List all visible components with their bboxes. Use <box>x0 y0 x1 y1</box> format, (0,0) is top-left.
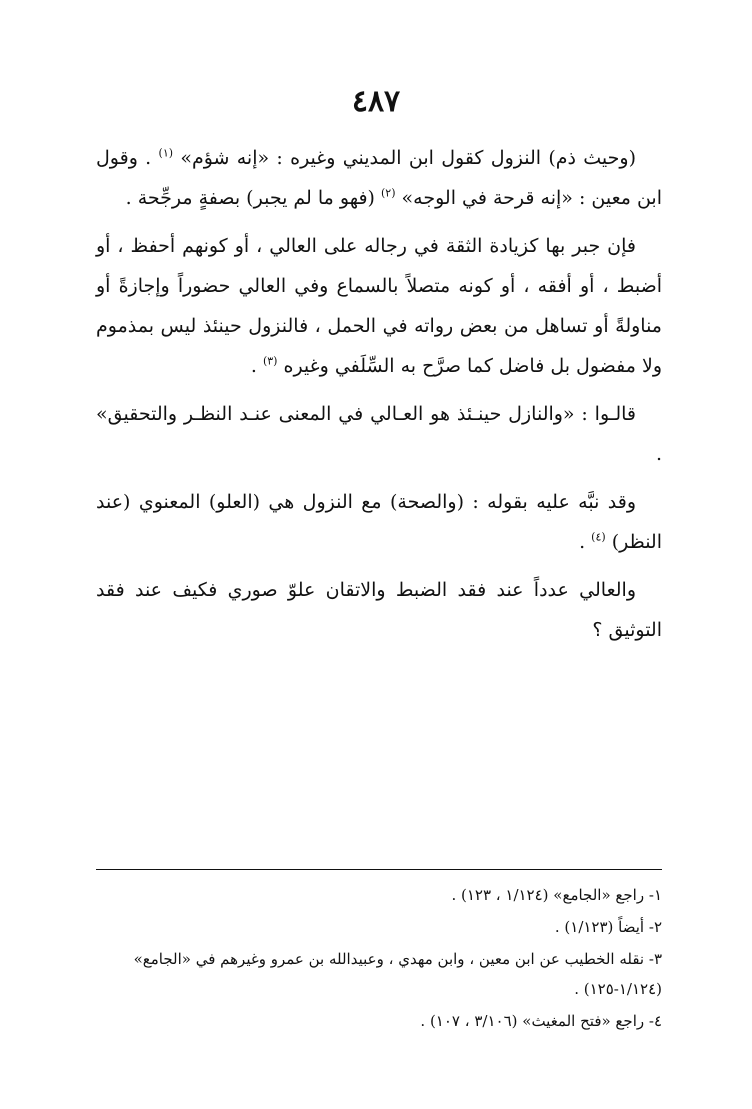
paragraph-2 <box>96 226 662 386</box>
paragraph-text: (فهو ما لم يجبر) بصفةٍ مرجِّحة . <box>125 187 381 209</box>
paragraph-text: . وقول ابن معين : «إنه قرحة في الوجه» <box>96 147 662 209</box>
paragraph-4 <box>96 482 662 562</box>
main-text <box>96 138 662 658</box>
footnote-ref: (٤) <box>591 530 606 544</box>
paragraph-3 <box>96 394 662 474</box>
footnote-4: ٤- راجع «فتح المغيث» (٣/١٠٦ ، ١٠٧) . <box>420 1012 662 1030</box>
footnote-ref: (٢) <box>381 186 396 200</box>
paragraph-text: وقد نبَّه عليه بقوله : (والصحة) مع النزول هي (العلو) المعنوي (عند النظر) <box>96 491 662 553</box>
paragraph-text: . <box>579 531 592 553</box>
footnote-3: ٣- نقله الخطيب عن ابن معين ، وابن مهدي ، وعبيدالله بن عمرو وغيرهم في «الجامع» (١/١٢٤-١٢٥) . <box>133 950 662 998</box>
paragraph-text: قالـوا : «والنازل حينـئذ هو العـالي في المعنى عنـد النظـر والتحقيق» . <box>96 403 662 465</box>
footnote-ref: (٣) <box>262 354 278 368</box>
footnote-1: ١- راجع «الجامع» (١/١٢٤ ، ١٢٣) . <box>451 886 662 904</box>
paragraph-text: فإن جبر بها كزيادة الثقة في رجاله على العالي ، أو كونهم أحفظ ، أو أضبط ، أو أفقه ، أو كونه متصلاً بالسماع وفي العالي حضوراً وإجازةً أو مناولةً أو تساهل من بعض رواته في الحمل ، فالنزول حينئذ ليس بمذموم ولا مفضول بل فاضل كما صرَّح به السِّلَفي وغيره <box>96 235 662 377</box>
paragraph-1 <box>96 138 662 218</box>
paragraph-text: والعالي عدداً عند فقد الضبط والاتقان علوّ صوري فكيف عند فقد التوثيق ؟ <box>96 579 662 641</box>
paragraph-text: (وحيث ذم) النزول كقول ابن المديني وغيره : «إنه شؤم» <box>173 147 636 169</box>
footnotes <box>96 880 662 1038</box>
footnote-2: ٢- أيضاً (١/١٢٣) . <box>554 918 662 936</box>
footnote-divider <box>96 869 662 870</box>
paragraph-5 <box>96 570 662 650</box>
page-number: ٤٨٧ <box>351 84 401 119</box>
footnote-ref: (١) <box>158 146 174 160</box>
paragraph-text: . <box>250 355 263 377</box>
